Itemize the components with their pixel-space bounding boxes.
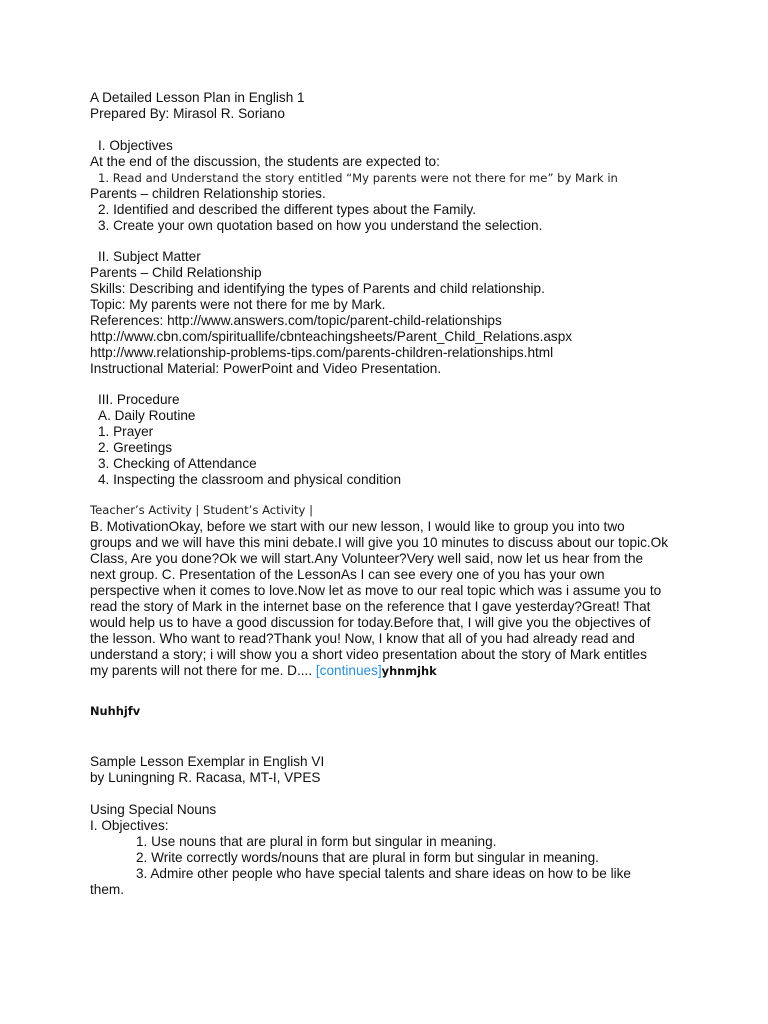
plan2-objective-3-cont: them. [90, 882, 124, 897]
plan1-routine-4: 4. Inspecting the classroom and physical condition [98, 472, 402, 487]
plan1-paragraph-line: B. MotivationOkay, before we start with our new lesson, I would like to group you into two [90, 519, 625, 534]
plan1-subject-heading: II. Subject Matter [98, 249, 201, 264]
trailing-text: yhnmjhk [381, 664, 437, 678]
plan1-skills: Skills: Describing and identifying the types of Parents and child relationship. [90, 281, 545, 296]
plan1-procedure-heading: III. Procedure [98, 392, 180, 407]
plan1-references-2: http://www.cbn.com/spirituallife/cbnteachingsheets/Parent_Child_Relations.aspx [90, 329, 573, 344]
plan2-objective-1: 1. Use nouns that are plural in form but singular in meaning. [136, 834, 497, 849]
plan2-objectives-heading: I. Objectives: [90, 818, 169, 833]
plan1-paragraph-line: understand a story; i will show you a short video presentation about the story of Mark entitles [90, 647, 647, 662]
plan1-topic: Topic: My parents were not there for me by Mark. [90, 297, 386, 312]
plan1-routine-3: 3. Checking of Attendance [98, 456, 257, 471]
plan1-objectives-heading: I. Objectives [98, 138, 173, 153]
plan1-paragraph-line: perspective when it comes to love.Now let as move to our real topic which was i assume you to [90, 583, 662, 598]
plan1-instructional-material: Instructional Material: PowerPoint and Video Presentation. [90, 361, 442, 376]
plan1-objective-3: 3. Create your own quotation based on how you understand the selection. [98, 218, 543, 233]
plan1-paragraph-last-line [90, 663, 437, 679]
plan1-paragraph-line: next group. C. Presentation of the LessonAs I can see every one of you has your own [90, 567, 605, 582]
stray-text: Nuhhjfv [90, 704, 141, 718]
plan2-author: by Luningning R. Racasa, MT-I, VPES [90, 770, 321, 785]
plan1-objective-1-cont: Parents – children Relationship stories. [90, 186, 326, 201]
plan1-objectives-intro: At the end of the discussion, the students are expected to: [90, 154, 440, 169]
plan1-references-1: References: http://www.answers.com/topic/parent-child-relationships [90, 313, 502, 328]
plan1-objective-1: 1. Read and Understand the story entitled “My parents were not there for me” by Mark in [98, 171, 618, 185]
plan2-topic: Using Special Nouns [90, 802, 217, 817]
plan1-subject: Parents – Child Relationship [90, 265, 262, 280]
plan1-activity-header: Teacher’s Activity | Student’s Activity | [90, 503, 314, 517]
plan1-routine-2: 2. Greetings [98, 440, 173, 455]
continues-link[interactable]: [continues] [315, 663, 382, 678]
plan1-references-3: http://www.relationship-problems-tips.com/parents-children-relationships.html [90, 345, 554, 360]
plan1-paragraph-line: would help us to have a good discussion for today.Before that, I will give you the objectives of [90, 615, 651, 630]
plan1-paragraph-line: Class, Are you done?Ok we will start.Any Volunteer?Very well said, now let us hear from the [90, 551, 644, 566]
plan1-title: A Detailed Lesson Plan in English 1 [90, 90, 305, 105]
plan1-daily-routine: A. Daily Routine [98, 408, 196, 423]
plan1-objective-2: 2. Identified and described the different types about the Family. [98, 202, 477, 217]
plan2-objective-3: 3. Admire other people who have special talents and share ideas on how to be like [136, 866, 631, 881]
plan1-prepared-by: Prepared By: Mirasol R. Soriano [90, 106, 285, 121]
plan1-paragraph-line: groups and we will have this mini debate.I will give you 10 minutes to discuss about our topic.Ok [90, 535, 669, 550]
plan1-paragraph-text: my parents will not there for me. D.... [90, 663, 316, 678]
plan2-title: Sample Lesson Exemplar in English VI [90, 754, 325, 769]
plan1-routine-1: 1. Prayer [98, 424, 154, 439]
plan1-paragraph-line: read the story of Mark in the internet base on the reference that I gave yesterday?Great! That [90, 599, 651, 614]
plan2-objective-2: 2. Write correctly words/nouns that are plural in form but singular in meaning. [136, 850, 599, 865]
plan1-paragraph-line: the lesson. Who want to read?Thank you! Now, I know that all of you had already read and [90, 631, 635, 646]
